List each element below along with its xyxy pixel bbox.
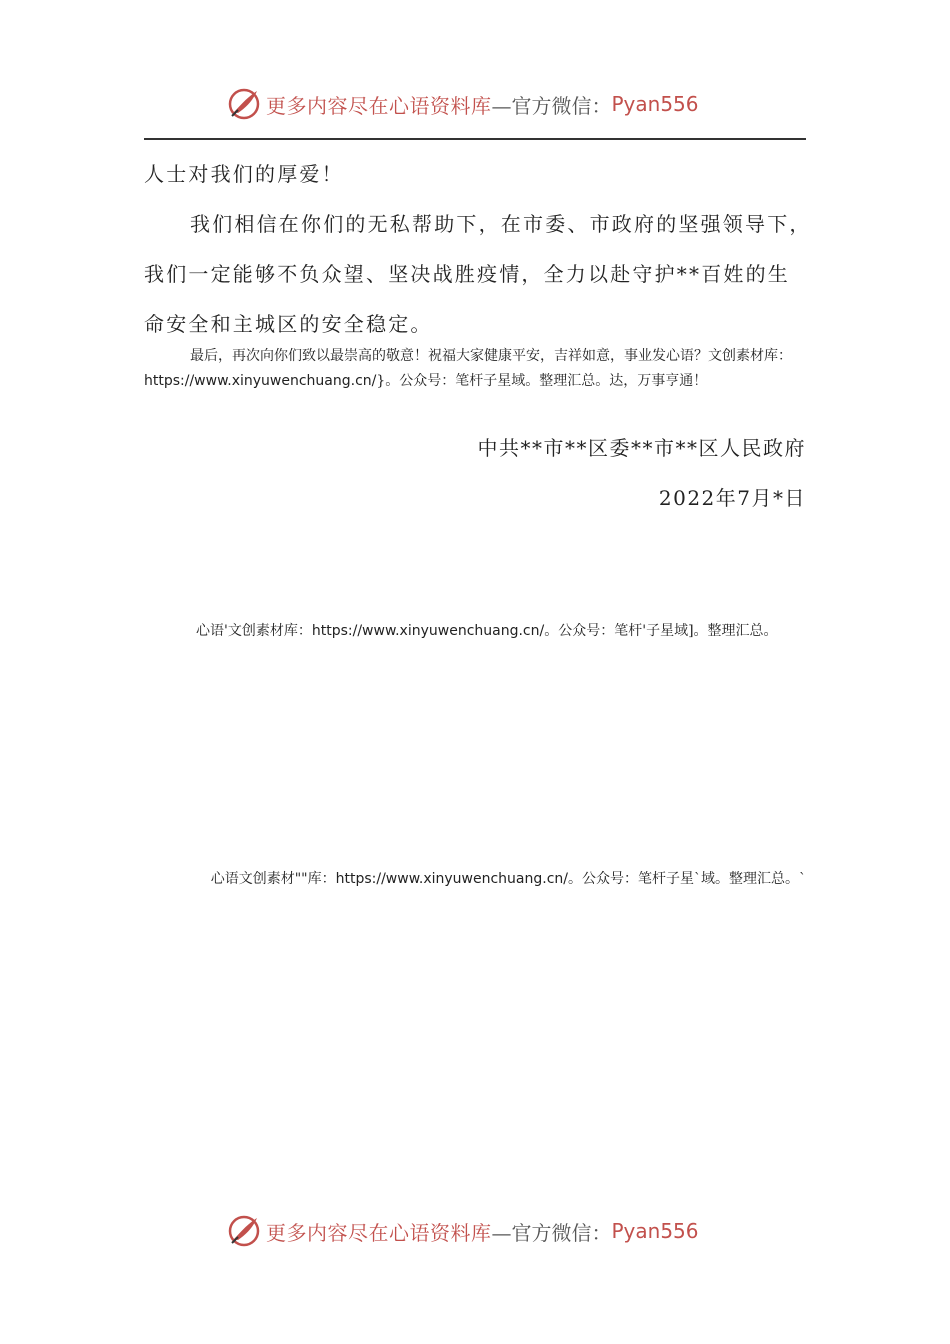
header-slogan: 更多内容尽在心语资料库	[266, 93, 492, 118]
watermark-2-url: https://www.xinyuwenchuang.cn/	[335, 871, 568, 887]
body-line-2: 我们相信在你们的无私帮助下，在市委、市政府的坚强领导下，	[190, 212, 812, 236]
footer-wechat-id: Pyan556	[611, 1219, 699, 1243]
closing-url: https://www.xinyuwenchuang.cn/	[144, 373, 377, 389]
quill-pen-icon	[226, 1213, 262, 1249]
watermark-1-url: https://www.xinyuwenchuang.cn/	[311, 623, 545, 639]
body-line-4: 命安全和主城区的安全稳定。	[144, 312, 433, 336]
header-wechat-id: Pyan556	[611, 92, 699, 116]
quill-pen-icon	[226, 86, 262, 122]
footer-banner	[226, 1211, 726, 1251]
footer-separator: —官方微信：	[491, 1220, 612, 1245]
body-line-1: 人士对我们的厚爱！	[144, 162, 344, 186]
watermark-1-pre: 心语'文创素材库：	[196, 623, 312, 639]
watermark-1-post: 。公众号：笔杆'子星域]。整理汇总。	[544, 623, 778, 639]
footer-slogan: 更多内容尽在心语资料库	[266, 1220, 492, 1245]
watermark-paragraph-2	[200, 867, 806, 892]
closing-paragraph	[144, 344, 806, 394]
header-rule	[144, 138, 806, 140]
watermark-2-post: 。公众号：笔杆子星`域。整理汇总。`	[568, 871, 806, 887]
header-separator: —官方微信：	[491, 93, 612, 118]
signature-date: 2022年7月*日	[658, 486, 806, 510]
watermark-paragraph-1	[144, 618, 806, 644]
closing-text-pre: 最后，再次向你们致以最崇高的敬意！祝福大家健康平安，吉祥如意，事业发心语？文创素材库：	[190, 348, 792, 364]
body-line-3: 我们一定能够不负众望、坚决战胜疫情，全力以赴守护**百姓的生	[144, 262, 790, 286]
signature-org: 中共**市**区委**市**区人民政府	[477, 436, 806, 460]
closing-text-post: }。公众号：笔杆子星域。整理汇总。达，万事亨通！	[376, 373, 708, 389]
watermark-2-pre: 心语文创素材""库：	[210, 871, 336, 887]
header-banner	[226, 84, 726, 124]
